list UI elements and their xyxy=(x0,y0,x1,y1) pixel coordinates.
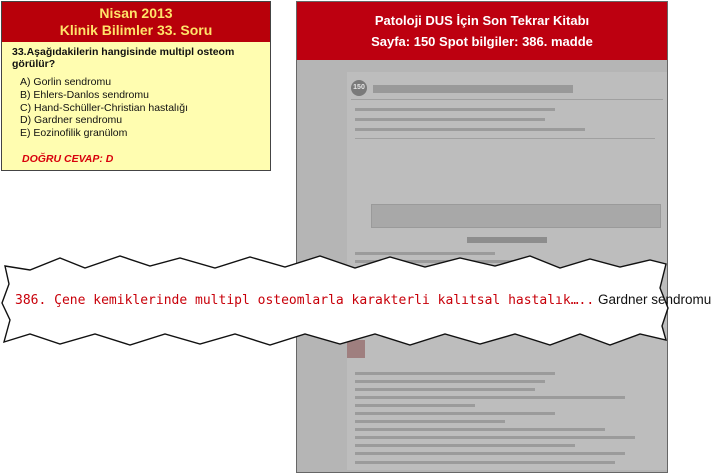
exam-date: Nisan 2013 xyxy=(99,5,173,21)
book-panel-header xyxy=(297,2,667,60)
page-section-box xyxy=(371,204,661,228)
page-number-badge: 150 xyxy=(351,80,367,96)
question-card-header xyxy=(2,2,270,42)
page-text-line xyxy=(355,461,615,464)
page-text-line xyxy=(355,420,505,423)
page-text-line xyxy=(355,404,475,407)
page-text-line xyxy=(355,412,555,415)
page-text-line xyxy=(355,372,555,375)
option-e: E) Eozinofilik granülom xyxy=(20,127,128,140)
page-divider xyxy=(351,99,663,100)
page-text-line xyxy=(355,436,635,439)
page-text-line xyxy=(355,108,555,111)
page-text-line xyxy=(355,452,625,455)
page-subheading xyxy=(467,237,547,243)
highlight-text-answer: Gardner sendromu xyxy=(594,292,711,307)
option-c: C) Hand-Schüller-Christian hastalığı xyxy=(20,101,189,114)
book-title: Patoloji DUS İçin Son Tekrar Kitabı xyxy=(374,13,590,28)
correct-answer: DOĞRU CEVAP: D xyxy=(22,153,114,165)
page-text-line xyxy=(355,444,575,447)
highlight-banner xyxy=(0,248,711,348)
page-title-bar xyxy=(373,85,573,93)
question-text: 33.Aşağıdakilerin hangisinde multipl osteom görülür? xyxy=(12,46,235,70)
answer-options xyxy=(2,76,270,140)
page-text-line xyxy=(355,428,605,431)
highlight-text-question: 386. Çene kemiklerinde multipl osteomlarla karakterli kalıtsal hastalık….. xyxy=(15,293,595,308)
option-d: D) Gardner sendromu xyxy=(20,114,123,127)
book-panel xyxy=(296,1,668,473)
page-divider xyxy=(355,138,655,139)
exam-question-ref: Klinik Bilimler 33. Soru xyxy=(59,22,213,38)
question-card xyxy=(1,1,271,171)
page-text-line xyxy=(355,388,535,391)
page-text-line xyxy=(355,118,545,121)
page-text-line xyxy=(355,128,585,131)
option-b: B) Ehlers-Danlos sendromu xyxy=(20,88,149,101)
highlight-text xyxy=(15,292,711,309)
option-a: A) Gorlin sendromu xyxy=(20,76,112,88)
page-text-line xyxy=(355,380,545,383)
page-text-line xyxy=(355,396,625,399)
book-reference: Sayfa: 150 Spot bilgiler: 386. madde xyxy=(371,34,593,49)
